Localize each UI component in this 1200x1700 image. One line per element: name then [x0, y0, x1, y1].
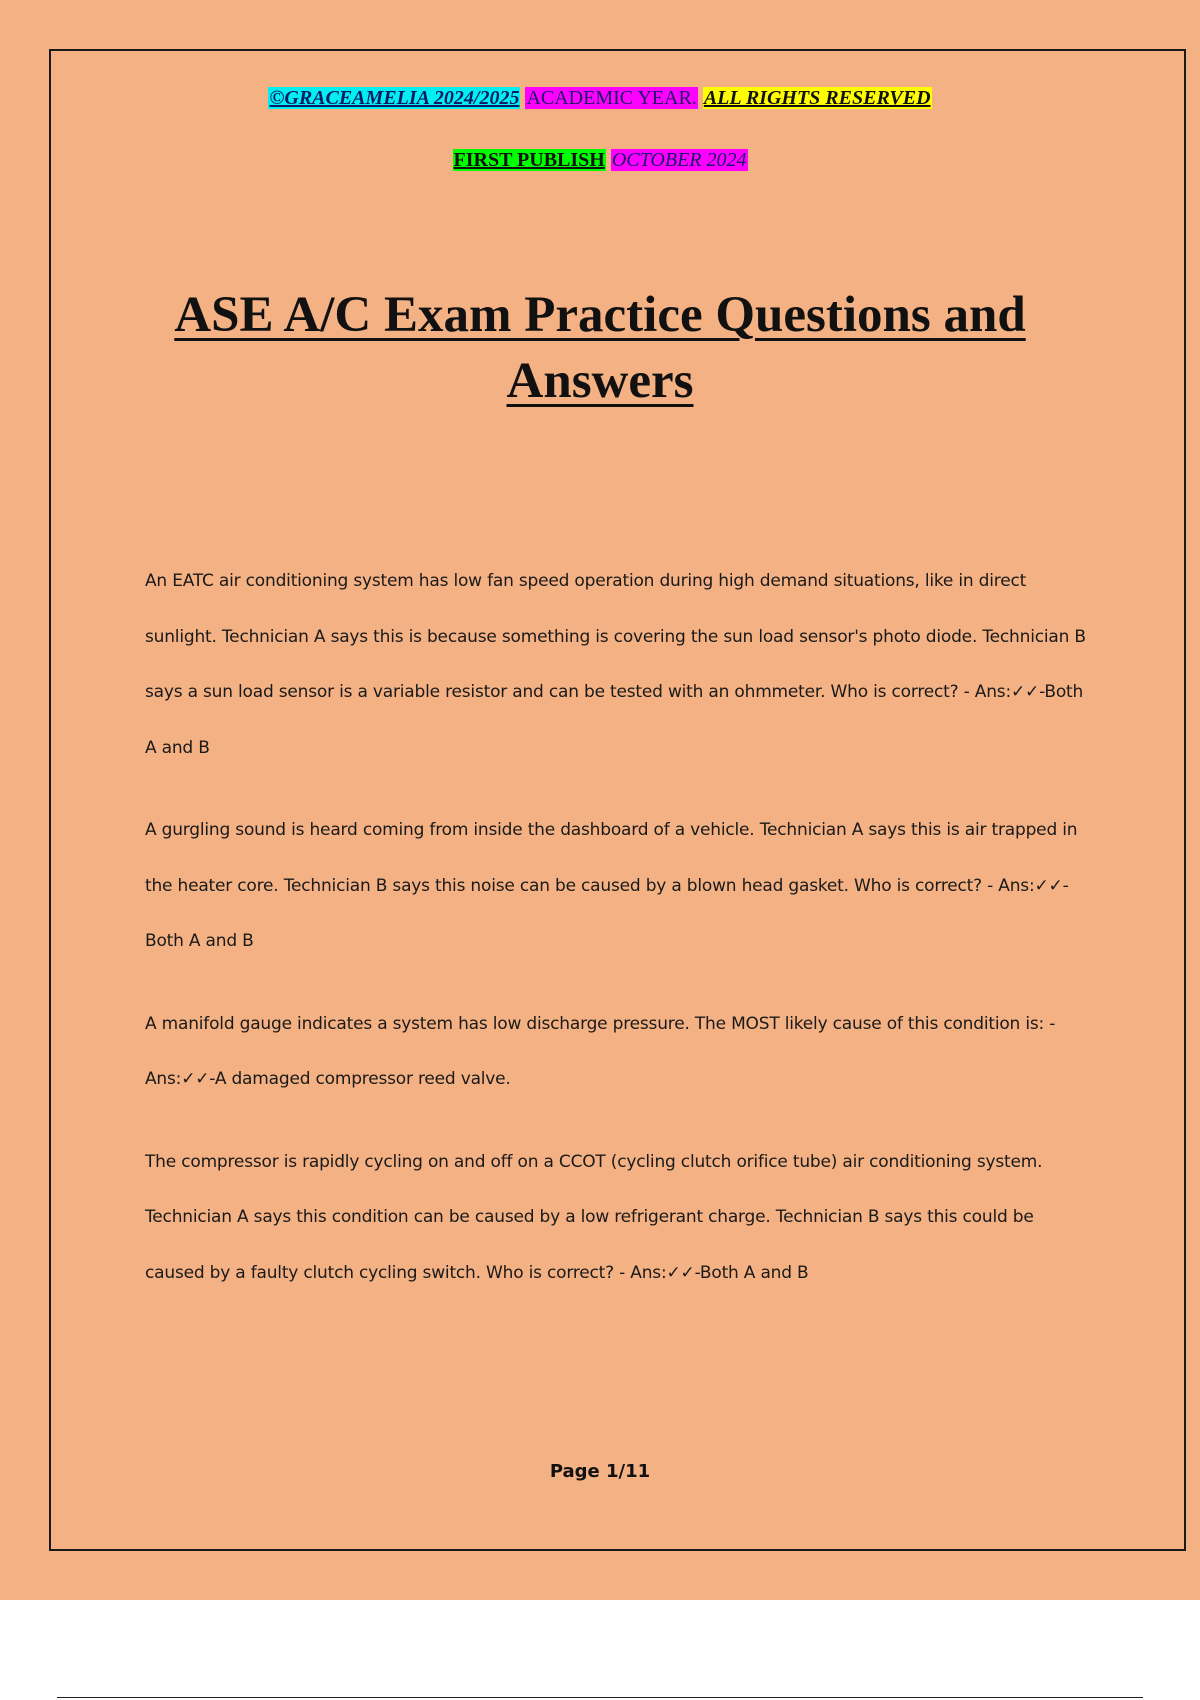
- document-title-text: ASE A/C Exam Practice Questions and Answers: [174, 287, 1026, 409]
- question-list: [145, 554, 1095, 1328]
- next-page-top-border: [57, 1697, 1143, 1698]
- document-title: [100, 282, 1100, 414]
- copyright-header: [0, 86, 1200, 110]
- publish-date-text: OCTOBER 2024: [611, 149, 747, 171]
- first-publish-text: FIRST PUBLISH: [453, 149, 605, 171]
- academic-year-text: ACADEMIC YEAR.: [526, 87, 697, 109]
- question-item-3: A manifold gauge indicates a system has low discharge pressure. The MOST likely cause of this condition is: - Ans:✓✓-A damaged compressor reed valve.: [145, 1013, 1056, 1089]
- publish-header: [0, 148, 1200, 172]
- question-item-2: A gurgling sound is heard coming from inside the dashboard of a vehicle. Technician A says this is air trapped in the heater core. Technician B says this noise can be caused by a blown head gasket. Who is correct? - Ans:✓✓-Both A and B: [145, 820, 1078, 951]
- copyright-text: ©GRACEAMELIA 2024/2025: [269, 87, 520, 109]
- question-item-4: The compressor is rapidly cycling on and off on a CCOT (cycling clutch orifice tube) air conditioning system. Technician A says this condition can be caused by a low refrigerant charge. Technician B says this could be caused by a faulty clutch cycling switch. Who is correct? - Ans:✓✓-Both A and B: [145, 1151, 1043, 1283]
- page-number: Page 1/11: [549, 1461, 651, 1482]
- question-item-1: An EATC air conditioning system has low fan speed operation during high demand situations, like in direct sunlight. Technician A says this is because something is covering the sun load sensor's photo diode. Technician B says a sun load sensor is a variable resistor and can be tested with an ohmmeter. Who is correct? - Ans:✓✓-Both A and B: [145, 571, 1086, 758]
- rights-reserved-text: ALL RIGHTS RESERVED: [703, 87, 931, 109]
